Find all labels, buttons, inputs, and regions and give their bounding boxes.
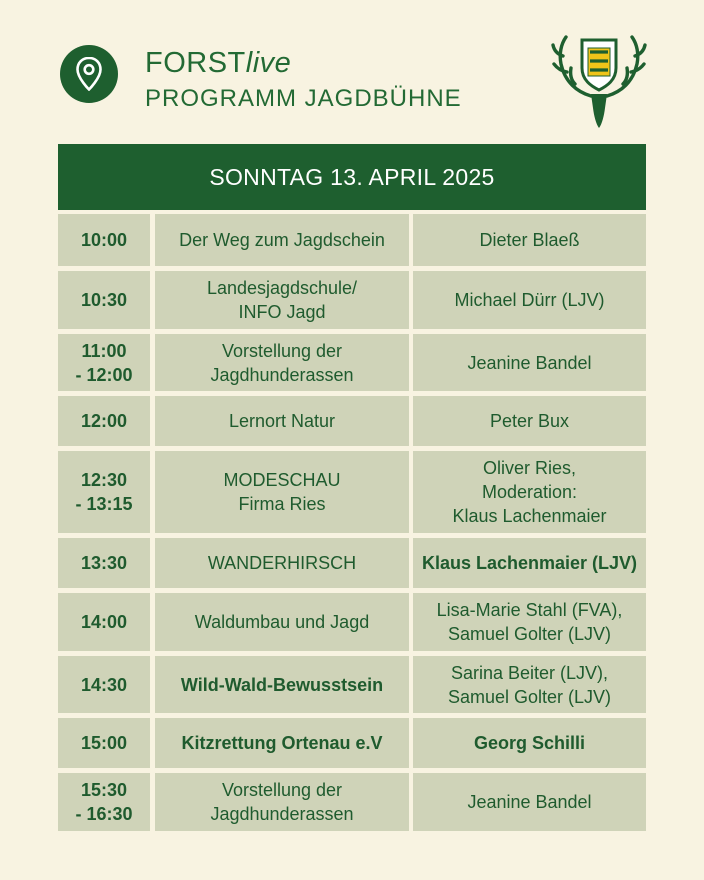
speaker-cell: Jeanine Bandel bbox=[413, 773, 646, 831]
table-row bbox=[58, 773, 646, 831]
schedule-table bbox=[58, 214, 646, 836]
time-cell: 12:00 bbox=[58, 396, 150, 446]
speaker-cell: Klaus Lachenmaier (LJV) bbox=[413, 538, 646, 588]
page-subtitle: PROGRAMM JAGDBÜHNE bbox=[145, 85, 462, 112]
map-pin-icon bbox=[76, 57, 102, 91]
topic-cell: MODESCHAU Firma Ries bbox=[155, 451, 409, 533]
time-cell: 14:00 bbox=[58, 593, 150, 651]
time-cell: 13:30 bbox=[58, 538, 150, 588]
time-cell: 12:30 - 13:15 bbox=[58, 451, 150, 533]
speaker-cell: Jeanine Bandel bbox=[413, 334, 646, 391]
time-cell: 14:30 bbox=[58, 656, 150, 713]
brand-italic: live bbox=[245, 47, 292, 79]
speaker-cell: Lisa-Marie Stahl (FVA), Samuel Golter (LJV) bbox=[413, 593, 646, 651]
table-row bbox=[58, 656, 646, 713]
table-row bbox=[58, 334, 646, 391]
day-title: SONNTAG 13. APRIL 2025 bbox=[58, 144, 646, 210]
topic-cell: Landesjagdschule/ INFO Jagd bbox=[155, 271, 409, 329]
brand-main: FORST bbox=[145, 47, 246, 79]
time-cell: 10:00 bbox=[58, 214, 150, 266]
topic-cell: Wild-Wald-Bewusstsein bbox=[155, 656, 409, 713]
table-row bbox=[58, 451, 646, 533]
time-cell: 11:00 - 12:00 bbox=[58, 334, 150, 391]
topic-cell: Der Weg zum Jagdschein bbox=[155, 214, 409, 266]
speaker-cell: Sarina Beiter (LJV), Samuel Golter (LJV) bbox=[413, 656, 646, 713]
speaker-cell: Peter Bux bbox=[413, 396, 646, 446]
speaker-cell: Michael Dürr (LJV) bbox=[413, 271, 646, 329]
deer-antler-crest-icon bbox=[551, 34, 647, 130]
topic-cell: Waldumbau und Jagd bbox=[155, 593, 409, 651]
brand-title bbox=[145, 48, 291, 78]
table-row bbox=[58, 214, 646, 266]
time-cell: 15:30 - 16:30 bbox=[58, 773, 150, 831]
table-row bbox=[58, 538, 646, 588]
topic-cell: WANDERHIRSCH bbox=[155, 538, 409, 588]
time-cell: 10:30 bbox=[58, 271, 150, 329]
topic-cell: Vorstellung der Jagdhunderassen bbox=[155, 334, 409, 391]
time-cell: 15:00 bbox=[58, 718, 150, 768]
topic-cell: Vorstellung der Jagdhunderassen bbox=[155, 773, 409, 831]
table-row bbox=[58, 718, 646, 768]
speaker-cell: Georg Schilli bbox=[413, 718, 646, 768]
table-row bbox=[58, 396, 646, 446]
speaker-cell: Oliver Ries, Moderation: Klaus Lachenmaier bbox=[413, 451, 646, 533]
topic-cell: Kitzrettung Ortenau e.V bbox=[155, 718, 409, 768]
table-row bbox=[58, 271, 646, 329]
table-row bbox=[58, 593, 646, 651]
speaker-cell: Dieter Blaeß bbox=[413, 214, 646, 266]
location-pin-badge bbox=[60, 45, 118, 103]
topic-cell: Lernort Natur bbox=[155, 396, 409, 446]
